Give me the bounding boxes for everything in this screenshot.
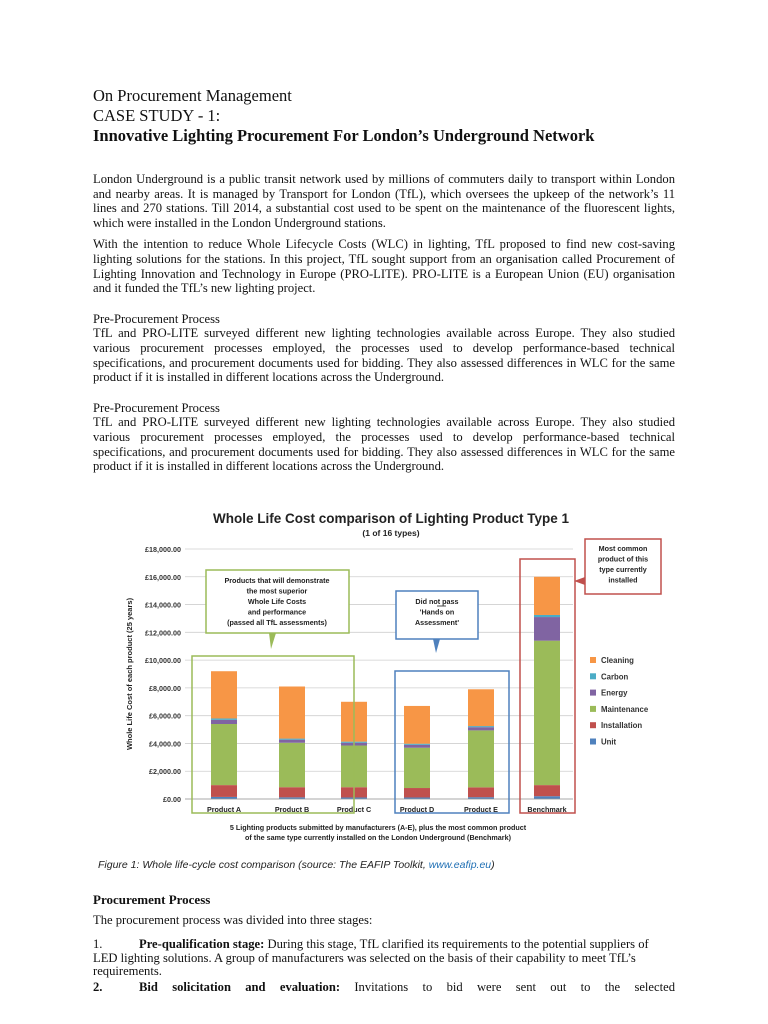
procurement-heading: Procurement Process bbox=[93, 892, 211, 907]
stage-title: Bid solicitation and evaluation: bbox=[139, 980, 341, 994]
stage-title: Pre-qualification stage: bbox=[139, 937, 265, 951]
bar-maintenance bbox=[279, 743, 305, 787]
bar-maintenance bbox=[211, 724, 237, 785]
bar-cleaning bbox=[404, 706, 430, 744]
stage-number: 2. bbox=[93, 980, 103, 994]
callout-superior-pointer bbox=[269, 633, 276, 649]
bar-carbon bbox=[468, 726, 494, 727]
bar-cleaning bbox=[534, 577, 560, 615]
bar-cleaning bbox=[211, 671, 237, 718]
section-heading-pre-procurement-2: Pre-Procurement Process bbox=[93, 400, 220, 415]
bar-carbon bbox=[534, 615, 560, 617]
legend-label: Installation bbox=[601, 721, 643, 731]
y-tick-label: £18,000.00 bbox=[145, 545, 181, 554]
callout-failed-text: 'Hands on bbox=[419, 607, 455, 617]
wlc-chart bbox=[93, 503, 675, 881]
callout-superior-text: the most superior bbox=[246, 586, 308, 596]
intro-paragraph-2: With the intention to reduce Whole Lifecycle Costs (WLC) in lighting, TfL proposed to find new cost-saving lighting solutions for the stations. In this project, TfL sought support from an organisation called Procurement of Lighting Innovation and Technology in Europe (PRO-LITE). PRO-LITE is a European Union (EU) organisation and it funded the TfL’s new lighting project. bbox=[93, 237, 675, 296]
x-tick-label: Product B bbox=[274, 805, 310, 814]
callout-superior-text: (passed all TfL assessments) bbox=[227, 618, 327, 627]
procurement-stage-2 bbox=[93, 981, 675, 995]
figure-caption-link[interactable]: www.eafip.eu bbox=[428, 859, 492, 871]
callout-benchmark-text: installed bbox=[608, 575, 638, 585]
legend-label: Maintenance bbox=[601, 704, 649, 714]
y-tick-label: £8,000.00 bbox=[149, 683, 181, 693]
chart-footnote: 5 Lighting products submitted by manufacturers (A-E), plus the most common product bbox=[229, 823, 527, 832]
legend-swatch bbox=[590, 739, 596, 745]
legend-label: Unit bbox=[601, 737, 617, 747]
legend-swatch bbox=[590, 657, 596, 663]
chart-title: Whole Life Cost comparison of Lighting Product Type 1 bbox=[212, 511, 570, 526]
bar-energy bbox=[211, 720, 237, 724]
bar-energy bbox=[534, 617, 560, 641]
case-study-label: CASE STUDY - 1: bbox=[93, 106, 221, 125]
bar-installation bbox=[211, 785, 237, 797]
y-tick-label: £16,000.00 bbox=[145, 572, 181, 582]
stage-number: 1. bbox=[93, 937, 103, 951]
bar-installation bbox=[534, 785, 560, 796]
y-tick-label: £10,000.00 bbox=[145, 656, 181, 666]
y-tick-label: £12,000.00 bbox=[145, 628, 181, 638]
section-body-pre-procurement-1: TfL and PRO-LITE surveyed different new lighting technologies available across Europe. They also studied various procurement processes employed, the processes used to develop performance-based technical specifications, and procurement documents used for bidding. They also assessed differences in WLC for the same product if it is installed in different locations across the Underground. bbox=[93, 326, 675, 385]
bar-unit bbox=[534, 796, 560, 799]
y-tick-label: £14,000.00 bbox=[145, 600, 181, 610]
y-tick-label: £4,000.00 bbox=[149, 739, 181, 749]
callout-superior-text: Products that will demonstrate bbox=[224, 576, 330, 585]
section-body-pre-procurement-2: TfL and PRO-LITE surveyed different new lighting technologies available across Europe. They also studied various procurement processes employed, the processes used to develop performance-based technical specifications, and procurement documents used for bidding. They also assessed differences in WLC for the same product if it is installed in different locations across the Underground. bbox=[93, 415, 675, 474]
procurement-intro: The procurement process was divided into three stages: bbox=[93, 913, 373, 927]
bar-energy bbox=[468, 727, 494, 730]
page-title: Innovative Lighting Procurement For London’s Underground Network bbox=[93, 126, 595, 145]
callout-superior-text: Whole Life Costs bbox=[247, 597, 307, 606]
bar-maintenance bbox=[404, 748, 430, 788]
wlc-chart-figure bbox=[93, 503, 675, 881]
x-tick-label: Product D bbox=[399, 805, 435, 814]
bar-cleaning bbox=[279, 687, 305, 739]
bar-carbon bbox=[279, 739, 305, 740]
procurement-stage-1 bbox=[93, 938, 675, 979]
document-body bbox=[93, 86, 675, 474]
x-tick-label: Benchmark bbox=[527, 805, 567, 814]
intro-paragraph-1: London Underground is a public transit network used by millions of commuters daily to transport within London and nearby areas. It is managed by Transport for London (TfL), which oversees the upkeep of the network’s 11 lines and 270 stations. Till 2014, a substantial cost used to be spent on the maintenance of the fluorescent lights, which were installed in the London Underground stations. bbox=[93, 172, 675, 230]
bar-maintenance bbox=[468, 730, 494, 787]
legend-swatch bbox=[590, 706, 596, 712]
figure-caption-text: Figure 1: Whole life-cycle cost comparison (source: The EAFIP Toolkit, bbox=[98, 859, 429, 871]
legend-swatch bbox=[590, 690, 596, 696]
callout-benchmark-text: product of this bbox=[597, 554, 649, 564]
bar-maintenance bbox=[534, 641, 560, 785]
legend-label: Energy bbox=[601, 688, 628, 698]
legend-label: Cleaning bbox=[601, 656, 634, 665]
legend-swatch bbox=[590, 673, 596, 679]
y-tick-label: £0.00 bbox=[163, 795, 181, 804]
bar-energy bbox=[404, 745, 430, 748]
bar-installation bbox=[279, 787, 305, 797]
callout-benchmark-text: type currently bbox=[599, 565, 647, 574]
bar-carbon bbox=[404, 744, 430, 745]
callout-superior-text: and performance bbox=[247, 607, 307, 617]
bar-cleaning bbox=[468, 689, 494, 726]
y-tick-label: £6,000.00 bbox=[149, 711, 181, 721]
bar-installation bbox=[468, 787, 494, 797]
legend-swatch bbox=[590, 722, 596, 728]
legend-label: Carbon bbox=[601, 672, 629, 682]
callout-failed-text: Assessment' bbox=[414, 618, 460, 627]
section-heading-pre-procurement-1: Pre-Procurement Process bbox=[93, 311, 220, 326]
bar-energy bbox=[279, 740, 305, 743]
callout-benchmark-text: Most common bbox=[598, 544, 648, 553]
bar-carbon bbox=[211, 718, 237, 719]
y-axis-label: Whole Life Cost of each product (25 years) bbox=[125, 597, 134, 751]
chart-subtitle: (1 of 16 types) bbox=[362, 528, 420, 538]
figure-caption-end: ) bbox=[491, 859, 495, 871]
x-tick-label: Product C bbox=[336, 805, 372, 814]
chart-footnote: of the same type currently installed on the London Underground (Benchmark) bbox=[245, 833, 511, 842]
x-tick-label: Product E bbox=[464, 805, 498, 814]
callout-failed-text: Did not pass bbox=[415, 597, 459, 606]
bar-installation bbox=[404, 788, 430, 797]
callout-failed-pointer bbox=[433, 639, 440, 653]
figure-caption bbox=[98, 859, 495, 871]
y-tick-label: £2,000.00 bbox=[149, 767, 181, 777]
x-tick-label: Product A bbox=[206, 805, 242, 814]
doc-kicker: On Procurement Management bbox=[93, 86, 292, 105]
stage-text: Invitations to bid were sent out to the selected bbox=[340, 980, 675, 994]
stage-text: During this stage, TfL clarified its requirements to the potential suppliers of LED lighting solutions. A group of manufacturers was selected on the basis of their capability to meet TfL’s requirements. bbox=[93, 937, 649, 978]
